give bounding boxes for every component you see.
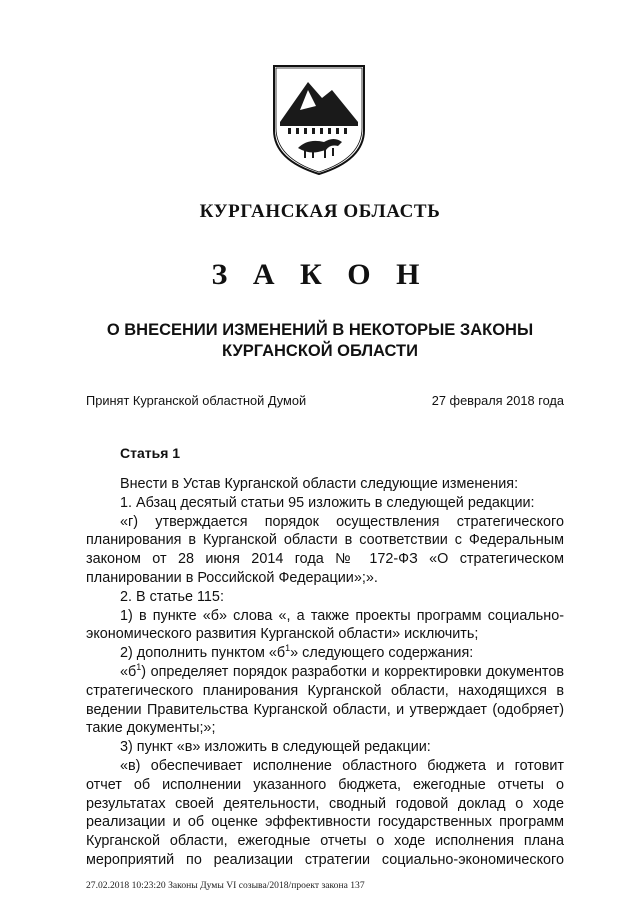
text-run: «б [120,663,137,680]
article-heading: Статья 1 [120,445,181,461]
superscript: 1 [136,662,142,673]
paragraph [86,644,564,663]
footer-path: 27.02.2018 10:23:20 Законы Думы VI созыва/2018/проект закона 137 [86,880,365,891]
paragraph: 1. Абзац десятый статьи 95 изложить в следующей редакции: [120,494,535,511]
region-name: КУРГАНСКАЯ ОБЛАСТЬ [199,201,441,222]
adoption-date: 27 февраля 2018 года [431,393,564,408]
paragraph: «в) обеспечивает исполнение областного бюджета и готовит отчет об исполнении указанного бюджета, ежегодные отчеты о результатах своей деятельности, сводный годовой доклад о ходе реализации и об оценке эффективности государственных программ Курганской области, ежегодные отчеты о ходе исполнения плана мероприятий по реализации стратегии социально-экономического [86,757,564,868]
law-title: О ВНЕСЕНИИ ИЗМЕНЕНИЙ В НЕКОТОРЫЕ ЗАКОНЫ КУРГАНСКОЙ ОБЛАСТИ [106,321,534,360]
paragraph [86,663,564,738]
document-type: З А К О Н [211,258,429,291]
adopted-by: Принят Курганской областной Думой [86,393,307,408]
text-run: » следующего содержания: [290,645,474,662]
paragraph: Внести в Устав Курганской области следующие изменения: [120,476,519,492]
paragraph: «г) утверждается порядок осуществления стратегического планирования в Курганской области в соответствии с Федеральным законом от 28 июня 2014 года № 172-ФЗ «О стратегическом планировании в Российской Федерации»;». [86,513,564,586]
text-run: ) определяет порядок разработки и корректировки документов стратегического планирования Курганской области, находящихся в ведении Правительства Курганской области, и утверждает (одобряет) такие документы;»; [86,663,564,737]
paragraph: 2. В статье 115: [120,588,224,605]
superscript: 1 [285,643,291,654]
paragraph: 1) в пункте «б» слова «, а также проекты программ социально-экономического развития Курганской области» исключить; [86,607,564,643]
text-run: 2) дополнить пунктом «б [120,645,286,662]
paragraph: 3) пункт «в» изложить в следующей редакции: [120,739,431,756]
article-body [86,475,564,870]
coat-of-arms-icon [268,60,370,180]
